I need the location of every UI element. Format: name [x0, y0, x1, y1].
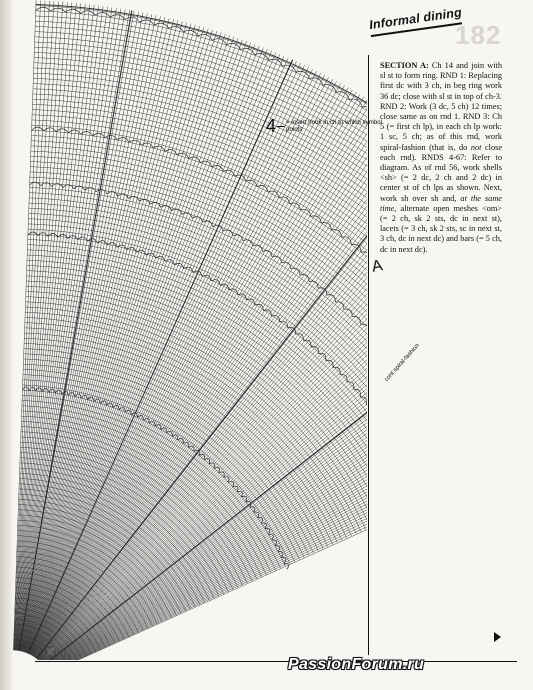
spiral-label: cont spiral-fashion — [383, 342, 421, 384]
emphasis-not: not — [470, 142, 482, 152]
instructions-part-2: close each rnd). RNDS 4-67: Refer to diagram. As of rnd 56, work shells <sh> (= 2 dc, 2 ch and 2 dc) in center st of ch lps as shown. Next, work sh over sh and, — [380, 142, 503, 203]
header-title: Informal dining — [368, 5, 463, 33]
arrow-icon — [277, 126, 285, 127]
instructions-part-3: , alternate open meshes <om> (= 2 ch, sk 2 sts, dc in next st), lacets (= 3 ch, sk 2 sts, sc in next st, 3 ch, dc in next dc) and bars (= 5 ch, dc in next dc). — [380, 203, 502, 254]
column-divider — [368, 55, 369, 655]
symbol-note: = insert hook in ch to which symbol points — [286, 119, 383, 134]
symbol-number: 4 — [266, 116, 277, 136]
section-label: SECTION A: — [380, 61, 429, 70]
emphasis-same-time: at the same time — [380, 193, 502, 213]
instructions-part-1: Ch 14 and join with sl st to form ring. RND 1: Replacing first dc with 3 ch, in beg ring work 36 dc; close with sl st in top of ch-3. RND 2: Work (3 dc, 5 ch) 12 times; close same as on rnd 1. RND 3: Ch 5 (= first ch lp), in each ch lp work: 1 sc, 5 ch; as of this rnd, work spiral-fashion (that is, do — [380, 61, 502, 152]
site-watermark: PassionForum.ru — [288, 656, 425, 673]
next-page-arrow-icon — [494, 632, 501, 642]
pattern-instructions — [380, 61, 502, 255]
section-mark: A — [370, 257, 384, 276]
faded-page-number: 182 — [455, 20, 502, 50]
bottom-rule — [35, 661, 517, 662]
